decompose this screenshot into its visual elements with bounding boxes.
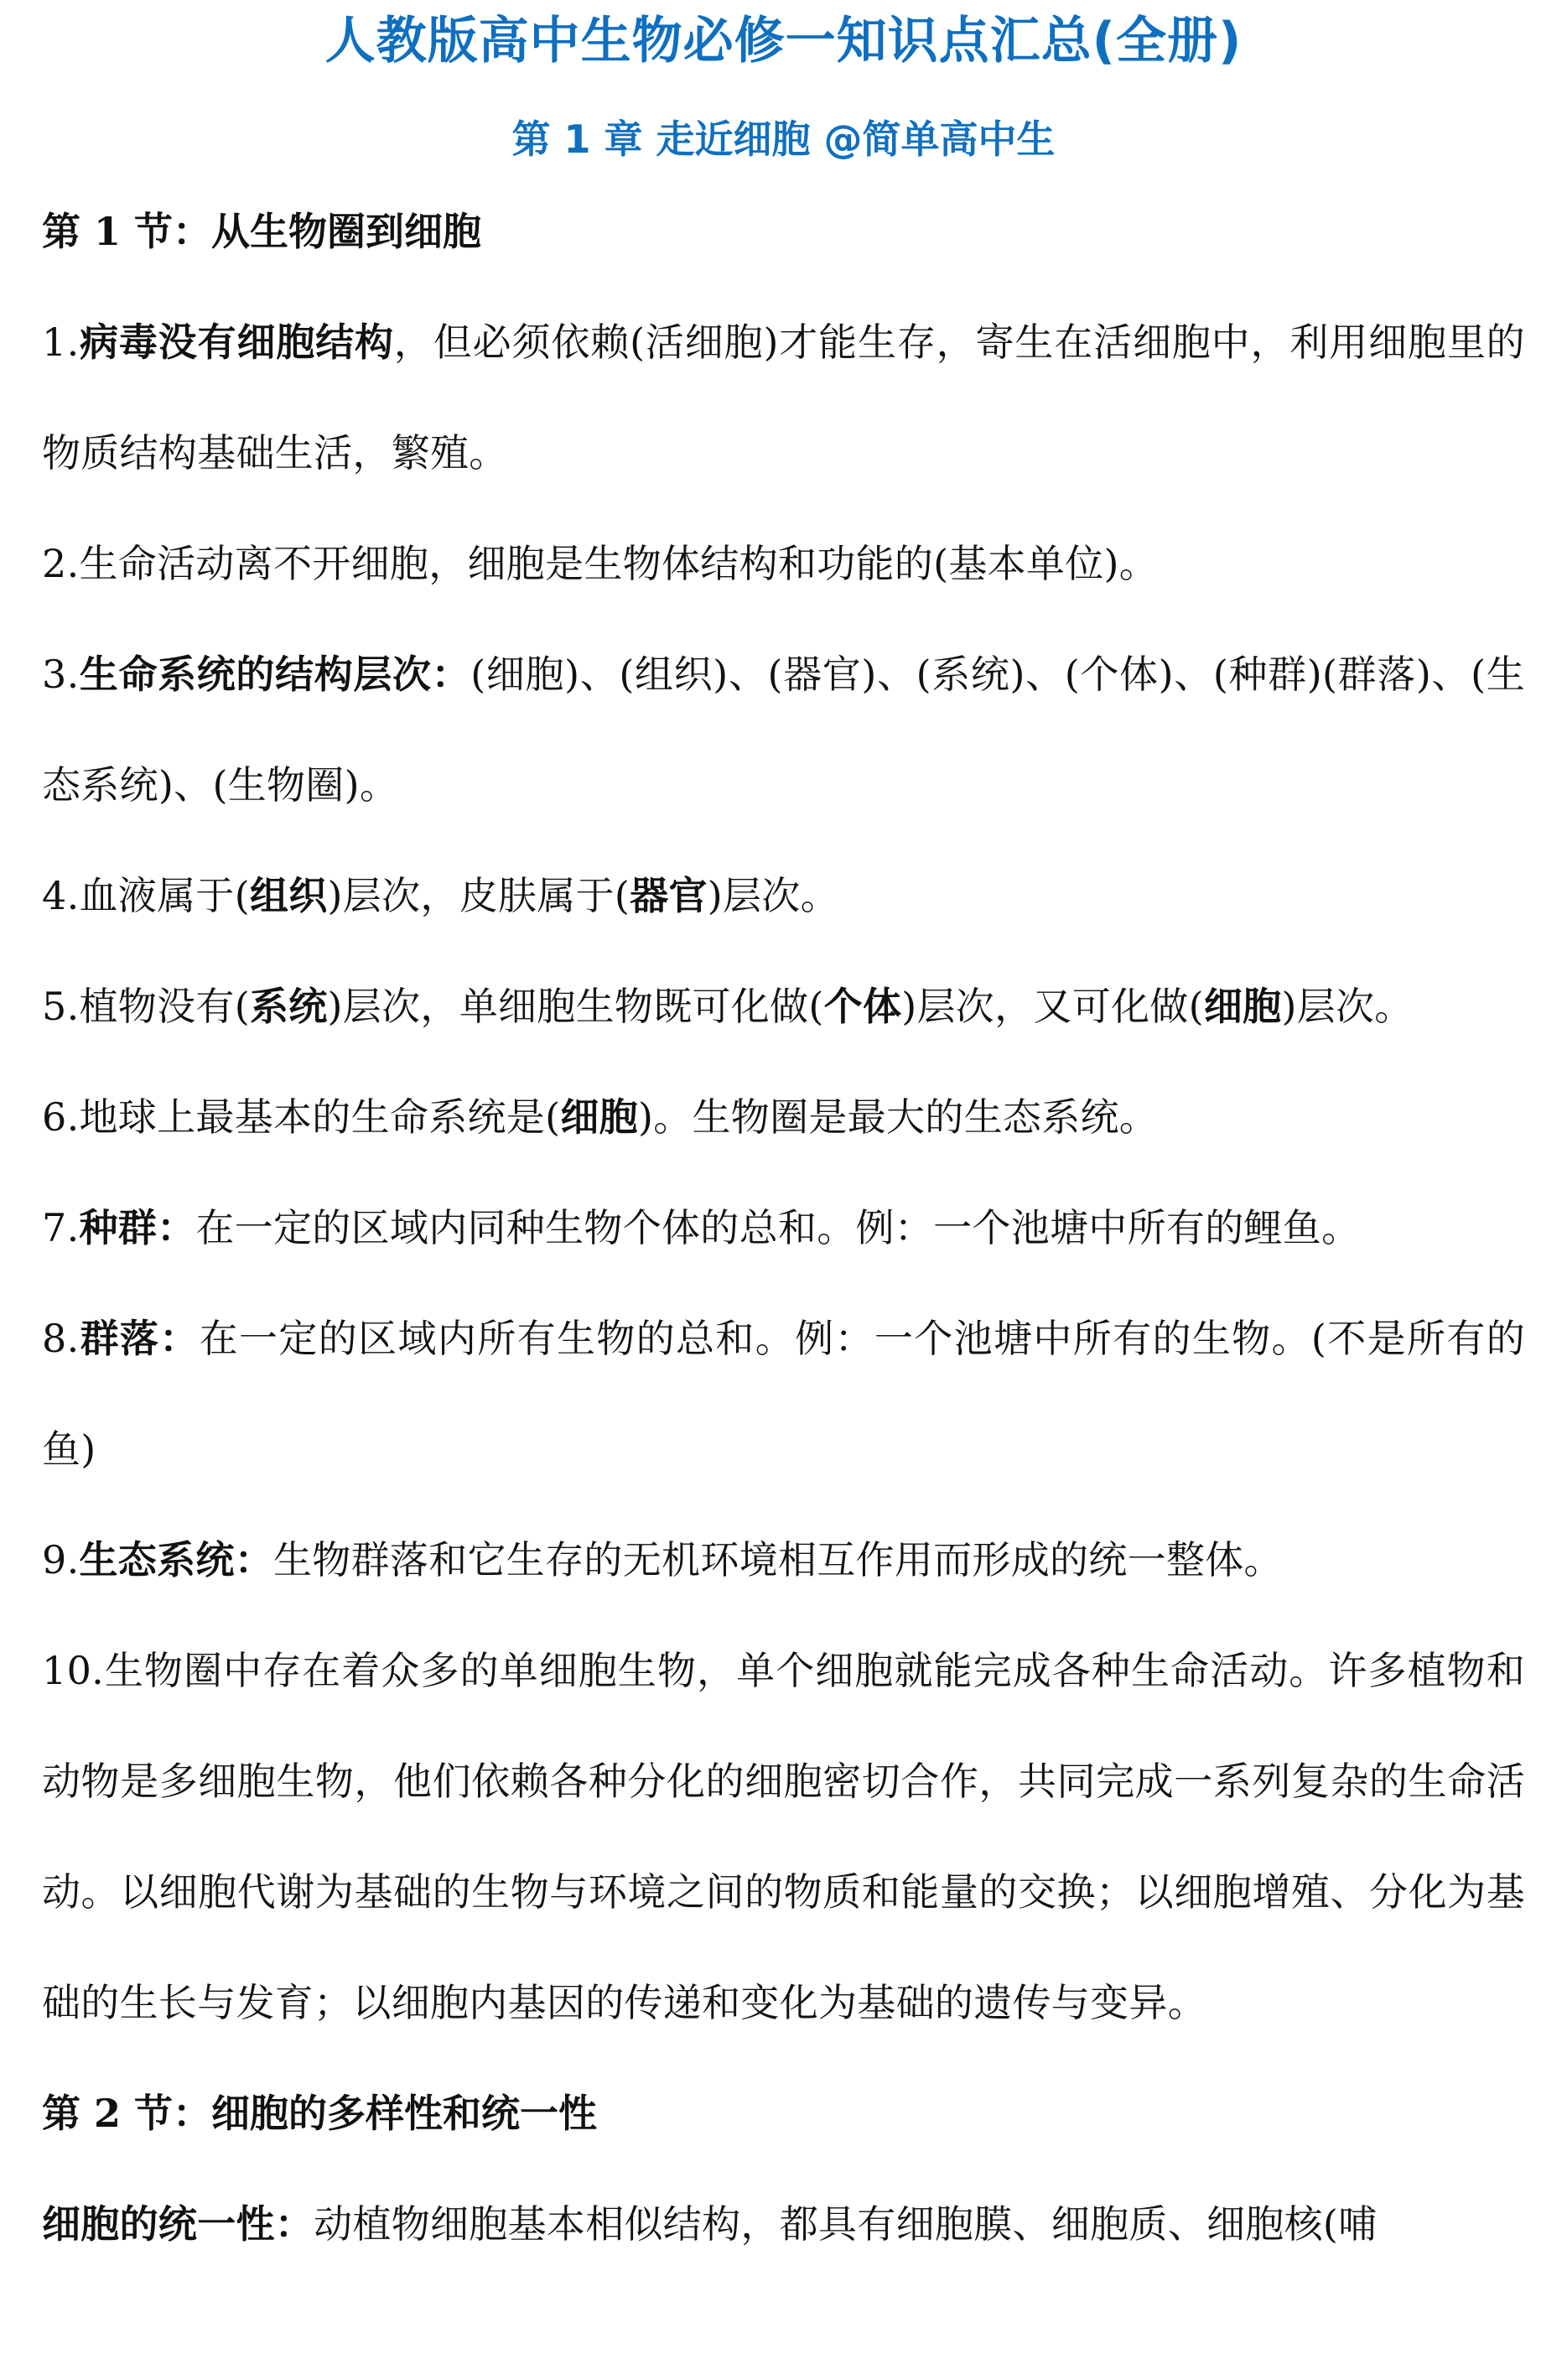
paragraph-text: )层次，单细胞生物既可化做( xyxy=(327,984,824,1029)
paragraph-text: )。生物圈是最大的生态系统。 xyxy=(637,1094,1159,1140)
paragraph-10 xyxy=(42,1615,1525,2058)
section-title-1: 第 1 节：从生物圈到细胞 xyxy=(42,209,482,254)
bold-term: 系统 xyxy=(249,984,328,1029)
paragraph-3 xyxy=(42,619,1525,840)
bold-term: 病毒没有细胞结构 xyxy=(79,320,394,365)
paragraph-text: 4.血液属于( xyxy=(42,873,250,918)
bold-term: 生态系统： xyxy=(79,1537,273,1582)
paragraph-number: 1. xyxy=(42,320,80,365)
paragraph-5 xyxy=(42,951,1525,1062)
chapter-title: 第 1 章 走近细胞 @简单高中生 xyxy=(511,117,1056,162)
paragraph-1 xyxy=(42,287,1525,508)
bold-term: 组织 xyxy=(249,873,328,918)
paragraph-number: 3. xyxy=(42,652,80,697)
bold-term: 细胞 xyxy=(560,1094,638,1140)
paragraph-7 xyxy=(42,1172,1525,1283)
document-title: 人教版高中生物必修一知识点汇总(全册) xyxy=(324,12,1243,70)
bold-term: 器官 xyxy=(630,873,708,918)
paragraph-text: ，但必须依赖(活细胞)才能生存，寄生在活细胞中，利用细胞里的物质结构基础生活，繁殖。 xyxy=(42,320,1525,475)
paragraph-11 xyxy=(42,2169,1525,2279)
paragraph-text: )层次，皮肤属于( xyxy=(327,873,630,918)
bold-term: 细胞 xyxy=(1203,984,1282,1029)
paragraph-text: 2.生命活动离不开细胞，细胞是生物体结构和功能的(基本单位)。 xyxy=(42,541,1159,586)
bold-term: 细胞的统一性： xyxy=(42,2201,314,2247)
bold-term: 生命系统的结构层次： xyxy=(79,652,471,697)
paragraph-text: 生物群落和它生存的无机环境相互作用而形成的统一整体。 xyxy=(273,1537,1283,1582)
paragraph-text: 在一定的区域内所有生物的总和。例：一个池塘中所有的生物。(不是所有的鱼) xyxy=(42,1316,1525,1472)
paragraph-9 xyxy=(42,1504,1525,1615)
paragraph-text: (细胞)、(组织)、(器官)、(系统)、(个体)、(种群)(群落)、(生态系统)、(生物圈)。 xyxy=(42,652,1526,808)
paragraph-4 xyxy=(42,840,1525,951)
paragraph-text: 在一定的区域内同种生物个体的总和。例：一个池塘中所有的鲤鱼。 xyxy=(195,1205,1361,1250)
paragraph-2 xyxy=(42,508,1525,619)
paragraph-text: 10.生物圈中存在着众多的单细胞生物，单个细胞就能完成各种生命活动。许多植物和动物是多细胞生物，他们依赖各种分化的细胞密切合作，共同完成一系列复杂的生命活动。以细胞代谢为基础的生物与环境之间的物质和能量的交换；以细胞增殖、分化为基础的生长与发育；以细胞内基因的传递和变化为基础的遗传与变异。 xyxy=(42,1648,1525,2025)
bold-term: 种群： xyxy=(79,1205,196,1250)
bold-term: 个体 xyxy=(823,984,902,1029)
paragraph-text: 5.植物没有( xyxy=(42,984,250,1029)
paragraph-text: 6.地球上最基本的生命系统是( xyxy=(42,1094,561,1140)
paragraph-text: )层次。 xyxy=(1281,984,1414,1029)
paragraph-6 xyxy=(42,1062,1525,1172)
bold-term: 群落： xyxy=(79,1316,200,1361)
section-title-2: 第 2 节：细胞的多样性和统一性 xyxy=(42,2091,598,2136)
paragraph-number: 8. xyxy=(42,1316,80,1361)
paragraph-text: 动植物细胞基本相似结构，都具有细胞膜、细胞质、细胞核(哺 xyxy=(314,2201,1378,2247)
paragraph-number: 9. xyxy=(42,1537,80,1582)
paragraph-text: )层次，又可化做( xyxy=(901,984,1204,1029)
paragraph-text: )层次。 xyxy=(707,873,839,918)
paragraph-8 xyxy=(42,1283,1525,1504)
paragraph-number: 7. xyxy=(42,1205,80,1250)
